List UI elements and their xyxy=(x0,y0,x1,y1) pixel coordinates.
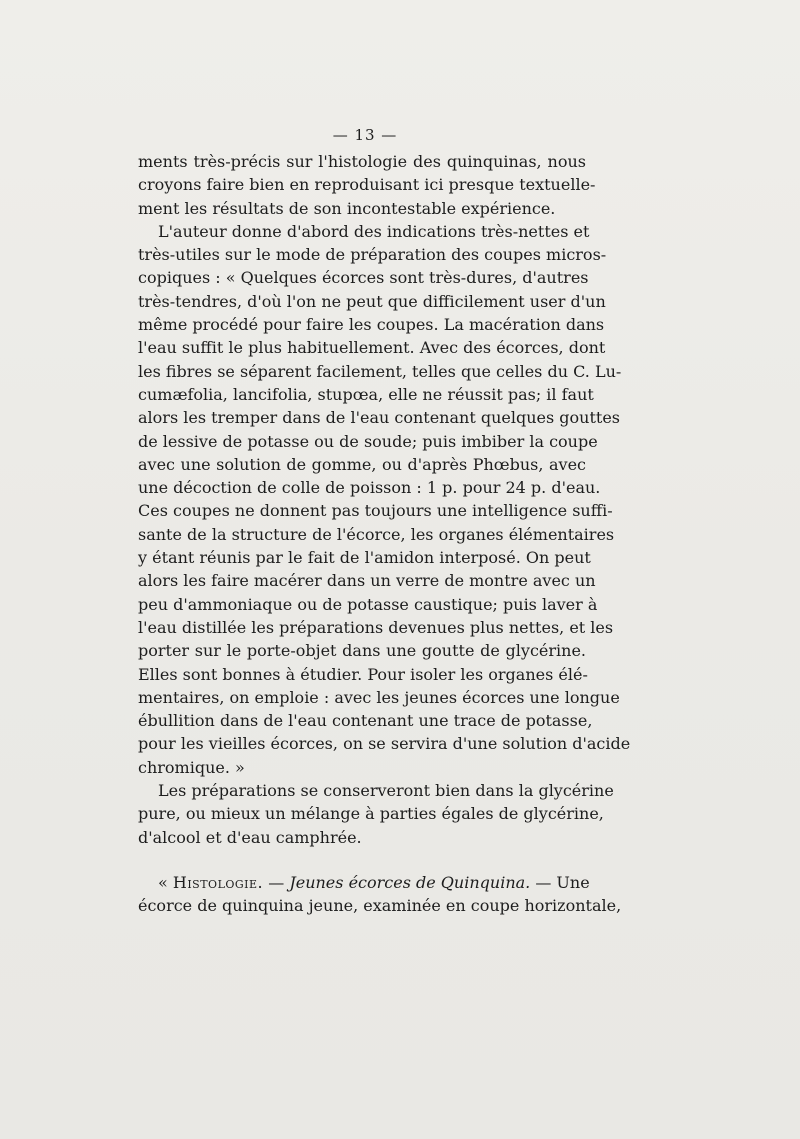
paragraph-2 xyxy=(138,220,631,779)
text-line: sante de la structure de l'écorce, les organes élémentaires xyxy=(138,524,615,544)
text-line: chromique. » xyxy=(138,757,245,777)
text-line: peu d'ammoniaque ou de potasse caustique; puis laver à xyxy=(138,594,598,614)
section-subtitle: Jeunes écorces de Quinquina. xyxy=(289,872,531,892)
text-line: ébullition dans de l'eau contenant une trace de potasse, xyxy=(138,711,593,731)
section-gap xyxy=(138,849,586,871)
text-line: cumæfolia, lancifolia, stupœa, elle ne réussit pas; il faut xyxy=(138,384,594,404)
text-line: croyons faire bien en reproduisant ici presque textuelle- xyxy=(138,175,596,195)
text-line: y étant réunis par le fait de l'amidon interposé. On peut xyxy=(138,548,591,568)
text-line: l'eau distillée les préparations devenues plus nettes, et les xyxy=(138,617,614,637)
paragraph-3 xyxy=(138,779,614,849)
text-line: l'eau suffit le plus habituellement. Avec des écorces, dont xyxy=(138,338,606,358)
open-quote: « xyxy=(158,872,173,892)
text-line: Elles sont bonnes à étudier. Pour isoler les organes élé- xyxy=(138,664,588,684)
text-line: Ces coupes ne donnent pas toujours une intelligence suffi- xyxy=(138,501,613,521)
section-heading-line xyxy=(138,871,590,894)
page-number: — 13 — xyxy=(332,126,398,144)
paragraph-4 xyxy=(138,871,622,918)
text-column xyxy=(138,150,631,918)
text-line: mentaires, on emploie : avec les jeunes écorces une longue xyxy=(138,687,620,707)
text-line: écorce de quinquina jeune, examinée en coupe horizontale, xyxy=(138,896,622,916)
text-line: avec une solution de gomme, ou d'après Phœbus, avec xyxy=(138,454,586,474)
heading-continuation: — Une xyxy=(530,872,590,892)
heading-dash: — xyxy=(263,872,290,892)
text-line: alors les faire macérer dans un verre de montre avec un xyxy=(138,571,596,591)
text-line: les fibres se séparent facilement, telles que celles du C. Lu- xyxy=(138,361,622,381)
text-line: même procédé pour faire les coupes. La macération dans xyxy=(138,315,605,335)
text-line: pure, ou mieux un mélange à parties égales de glycérine, xyxy=(138,804,604,824)
text-line: Les préparations se conserveront bien dans la glycérine xyxy=(158,781,614,801)
text-line: ments très-précis sur l'histologie des quinquinas, nous xyxy=(138,152,586,171)
text-line: L'auteur donne d'abord des indications très-nettes et xyxy=(158,221,590,241)
text-line: alors les tremper dans de l'eau contenant quelques gouttes xyxy=(138,408,620,428)
text-line: ment les résultats de son incontestable expérience. xyxy=(138,198,556,218)
text-line: porter sur le porte-objet dans une goutte de glycérine. xyxy=(138,641,586,661)
paragraph-1 xyxy=(138,150,596,220)
text-line: copiques : « Quelques écorces sont très-dures, d'autres xyxy=(138,268,589,288)
text-line: très-utiles sur le mode de préparation des coupes micros- xyxy=(138,245,607,265)
text-line: très-tendres, d'où l'on ne peut que difficilement user d'un xyxy=(138,291,606,311)
text-line: une décoction de colle de poisson : 1 p. pour 24 p. d'eau. xyxy=(138,478,601,498)
section-heading: Histologie. xyxy=(172,872,264,892)
text-line: d'alcool et d'eau camphrée. xyxy=(138,827,362,847)
text-line: pour les vieilles écorces, on se servira d'une solution d'acide xyxy=(138,734,631,754)
text-line: de lessive de potasse ou de soude; puis imbiber la coupe xyxy=(138,431,598,451)
